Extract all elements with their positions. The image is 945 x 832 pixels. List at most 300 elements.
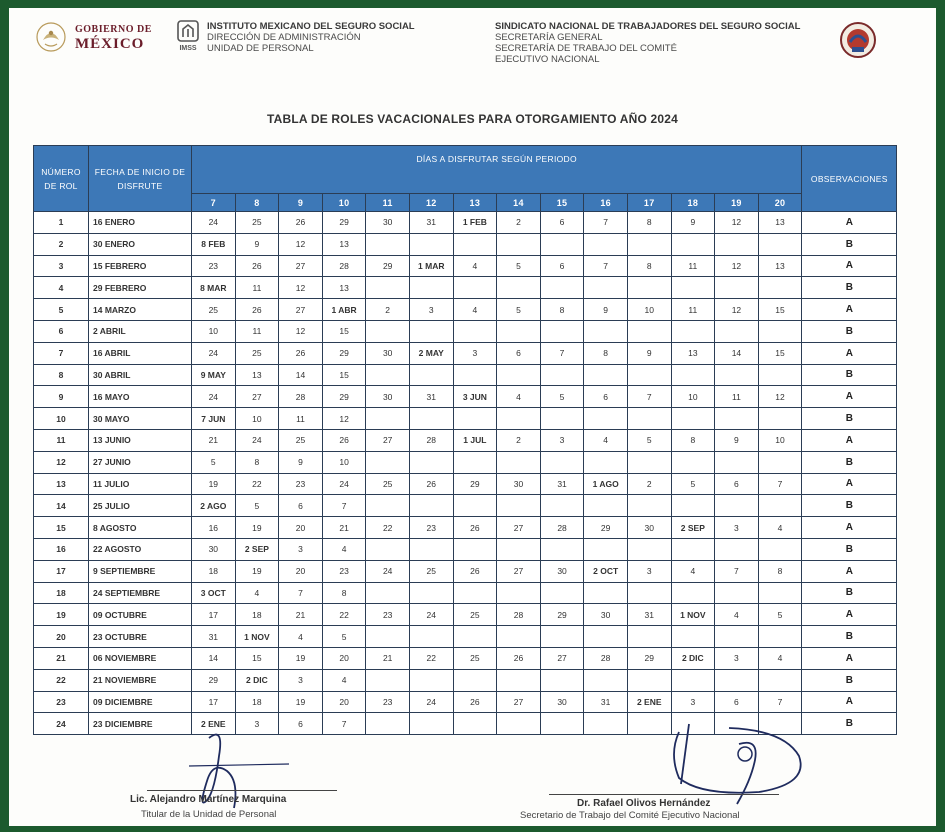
day-cell [540,669,584,691]
observation-cell: B [802,626,897,648]
day-cell [584,626,628,648]
period-header-9: 9 [279,194,323,212]
day-cell: 28 [584,647,628,669]
start-date-cell: 11 JULIO [89,473,192,495]
day-cell [671,495,715,517]
day-cell [715,364,759,386]
day-cell [715,582,759,604]
day-cell: 1 ABR [322,299,366,321]
observation-cell: A [802,691,897,713]
rol-number-cell: 14 [34,495,89,517]
observation-cell: A [802,560,897,582]
day-cell: 6 [540,255,584,277]
day-cell: 25 [235,212,279,234]
day-cell: 11 [235,277,279,299]
day-cell [497,538,541,560]
day-cell: 25 [453,647,497,669]
start-date-cell: 23 OCTUBRE [89,626,192,648]
day-cell: 7 [322,713,366,735]
start-date-cell: 16 ABRIL [89,342,192,364]
day-cell: 30 [540,691,584,713]
table-row [34,212,897,234]
day-cell [366,408,410,430]
day-cell [671,408,715,430]
day-cell: 11 [715,386,759,408]
table-row [34,451,897,473]
day-cell: 18 [235,604,279,626]
rol-number-cell: 19 [34,604,89,626]
day-cell: 6 [584,386,628,408]
day-cell: 24 [192,342,236,364]
day-cell: 7 [627,386,671,408]
day-cell [409,626,453,648]
day-cell: 29 [584,517,628,539]
day-cell: 3 [715,647,759,669]
day-cell: 9 [671,212,715,234]
day-cell: 15 [758,299,802,321]
day-cell: 5 [497,255,541,277]
day-cell: 21 [366,647,410,669]
day-cell: 3 [627,560,671,582]
day-cell: 14 [192,647,236,669]
day-cell: 1 FEB [453,212,497,234]
period-header-19: 19 [715,194,759,212]
day-cell [409,277,453,299]
observation-cell: A [802,386,897,408]
day-cell: 3 [715,517,759,539]
day-cell [584,364,628,386]
day-cell: 24 [322,473,366,495]
observation-cell: A [802,647,897,669]
day-cell: 5 [497,299,541,321]
day-cell: 15 [322,320,366,342]
day-cell [671,320,715,342]
day-cell: 27 [235,386,279,408]
day-cell: 3 [279,538,323,560]
observation-cell: B [802,277,897,299]
day-cell: 29 [322,342,366,364]
day-cell [758,626,802,648]
day-cell [453,582,497,604]
day-cell: 27 [497,517,541,539]
day-cell: 5 [671,473,715,495]
table-row [34,342,897,364]
day-cell [366,582,410,604]
rol-number-cell: 20 [34,626,89,648]
observation-cell: B [802,669,897,691]
day-cell: 7 [715,560,759,582]
day-cell [453,408,497,430]
day-cell: 4 [758,647,802,669]
period-header-12: 12 [409,194,453,212]
day-cell [497,582,541,604]
day-cell [366,669,410,691]
day-cell [627,582,671,604]
day-cell: 26 [235,255,279,277]
gobierno-line2: MÉXICO [75,36,145,52]
day-cell: 2 [627,473,671,495]
day-cell: 6 [497,342,541,364]
day-cell [758,408,802,430]
day-cell: 19 [279,691,323,713]
day-cell: 26 [453,691,497,713]
day-cell: 30 [497,473,541,495]
day-cell [715,538,759,560]
day-cell [715,320,759,342]
day-cell [540,408,584,430]
day-cell [715,408,759,430]
day-cell: 30 [366,342,410,364]
day-cell: 17 [192,691,236,713]
day-cell: 12 [279,233,323,255]
start-date-cell: 29 FEBRERO [89,277,192,299]
gobierno-de-mexico-logo-text [75,24,152,53]
day-cell [671,582,715,604]
day-cell [715,495,759,517]
day-cell: 8 [627,255,671,277]
day-cell [497,320,541,342]
day-cell [584,277,628,299]
day-cell [497,451,541,473]
day-cell [540,713,584,735]
table-row [34,320,897,342]
day-cell: 23 [409,517,453,539]
day-cell: 14 [715,342,759,364]
document-page [9,8,936,826]
day-cell: 7 [584,212,628,234]
day-cell [366,451,410,473]
observation-cell: A [802,342,897,364]
day-cell [671,451,715,473]
day-cell: 3 [409,299,453,321]
start-date-cell: 30 ABRIL [89,364,192,386]
imss-logo-text: IMSS [179,45,197,52]
start-date-cell: 21 NOVIEMBRE [89,669,192,691]
signatory-left-name: Lic. Alejandro Martínez Marquina [130,794,287,805]
observation-cell: A [802,517,897,539]
day-cell: 3 [671,691,715,713]
day-cell: 16 [192,517,236,539]
day-cell: 12 [715,212,759,234]
day-cell: 24 [192,386,236,408]
day-cell: 7 [279,582,323,604]
day-cell: 6 [715,691,759,713]
day-cell: 21 [322,517,366,539]
day-cell: 4 [453,299,497,321]
day-cell [497,713,541,735]
rol-number-cell: 8 [34,364,89,386]
day-cell: 2 [366,299,410,321]
day-cell [409,408,453,430]
day-cell: 20 [279,517,323,539]
day-cell [584,451,628,473]
day-cell: 4 [235,582,279,604]
day-cell: 15 [758,342,802,364]
day-cell [409,713,453,735]
day-cell [671,233,715,255]
day-cell: 12 [758,386,802,408]
day-cell [715,451,759,473]
signature-line-left [147,790,337,791]
day-cell: 26 [279,212,323,234]
day-cell: 4 [671,560,715,582]
day-cell: 26 [322,429,366,451]
table-row [34,517,897,539]
day-cell: 26 [279,342,323,364]
rol-number-cell: 10 [34,408,89,430]
day-cell: 31 [540,473,584,495]
day-cell: 1 NOV [235,626,279,648]
day-cell: 31 [409,386,453,408]
observation-cell: B [802,713,897,735]
day-cell: 2 AGO [192,495,236,517]
day-cell: 19 [235,517,279,539]
day-cell [366,626,410,648]
observation-cell: B [802,582,897,604]
start-date-cell: 14 MARZO [89,299,192,321]
day-cell [627,495,671,517]
day-cell [409,451,453,473]
day-cell: 1 JUL [453,429,497,451]
day-cell: 14 [279,364,323,386]
day-cell: 26 [497,647,541,669]
day-cell [584,582,628,604]
day-cell: 26 [235,299,279,321]
day-cell: 2 [497,212,541,234]
day-cell [540,277,584,299]
day-cell: 30 [366,386,410,408]
day-cell: 2 [497,429,541,451]
day-cell: 10 [192,320,236,342]
day-cell [497,408,541,430]
day-cell: 8 [540,299,584,321]
day-cell: 17 [192,604,236,626]
day-cell [627,669,671,691]
day-cell: 3 [540,429,584,451]
start-date-cell: 16 ENERO [89,212,192,234]
day-cell [584,669,628,691]
rol-number-cell: 18 [34,582,89,604]
vacation-roles-table [33,145,897,735]
day-cell: 19 [235,560,279,582]
rol-number-cell: 15 [34,517,89,539]
day-cell [366,364,410,386]
day-cell [366,277,410,299]
day-cell [671,626,715,648]
rol-number-cell: 21 [34,647,89,669]
day-cell: 2 SEP [235,538,279,560]
day-cell: 11 [279,408,323,430]
day-cell: 10 [627,299,671,321]
period-header-7: 7 [192,194,236,212]
day-cell: 8 FEB [192,233,236,255]
day-cell: 9 MAY [192,364,236,386]
day-cell [758,582,802,604]
day-cell [758,669,802,691]
sntss-line1: SINDICATO NACIONAL DE TRABAJADORES DEL SEGURO SOCIAL [495,21,801,32]
day-cell: 7 [758,473,802,495]
day-cell: 13 [322,233,366,255]
period-header-18: 18 [671,194,715,212]
sntss-line4: EJECUTIVO NACIONAL [495,54,600,65]
day-cell: 29 [453,473,497,495]
day-cell: 29 [322,212,366,234]
day-cell: 5 [192,451,236,473]
rol-number-cell: 3 [34,255,89,277]
day-cell: 22 [409,647,453,669]
rol-number-cell: 7 [34,342,89,364]
day-cell: 8 [758,560,802,582]
day-cell: 5 [540,386,584,408]
observation-cell: B [802,451,897,473]
day-cell [453,713,497,735]
day-cell: 1 NOV [671,604,715,626]
day-cell: 8 MAR [192,277,236,299]
day-cell: 10 [322,451,366,473]
day-cell: 31 [409,212,453,234]
day-cell: 2 ENE [627,691,671,713]
day-cell: 5 [235,495,279,517]
table-row [34,647,897,669]
day-cell: 8 [235,451,279,473]
table-row [34,429,897,451]
rol-number-cell: 24 [34,713,89,735]
start-date-cell: 23 DICIEMBRE [89,713,192,735]
day-cell [540,582,584,604]
day-cell: 19 [192,473,236,495]
day-cell [366,538,410,560]
day-cell [715,277,759,299]
document-title: TABLA DE ROLES VACACIONALES PARA OTORGAMIENTO AÑO 2024 [266,112,679,126]
start-date-cell: 15 FEBRERO [89,255,192,277]
observation-cell: B [802,538,897,560]
day-cell: 6 [279,713,323,735]
day-cell: 13 [235,364,279,386]
start-date-cell: 2 ABRIL [89,320,192,342]
gobierno-line1: GOBIERNO DE [75,24,152,35]
day-cell: 2 DIC [235,669,279,691]
day-cell [758,538,802,560]
day-cell: 4 [758,517,802,539]
day-cell: 1 MAR [409,255,453,277]
start-date-cell: 8 AGOSTO [89,517,192,539]
day-cell [671,538,715,560]
table-row [34,386,897,408]
day-cell: 7 [540,342,584,364]
day-cell [671,277,715,299]
day-cell [584,408,628,430]
day-cell [758,277,802,299]
day-cell: 4 [322,669,366,691]
day-cell: 3 OCT [192,582,236,604]
observation-cell: A [802,212,897,234]
rol-number-cell: 11 [34,429,89,451]
signatory-right-title: Secretario de Trabajo del Comité Ejecutivo Nacional [520,810,740,821]
day-cell: 28 [540,517,584,539]
table-row [34,538,897,560]
day-cell: 31 [627,604,671,626]
day-cell: 12 [279,277,323,299]
period-header-16: 16 [584,194,628,212]
day-cell: 28 [279,386,323,408]
period-header-11: 11 [366,194,410,212]
day-cell [453,233,497,255]
day-cell: 25 [192,299,236,321]
day-cell: 8 [584,342,628,364]
day-cell [453,451,497,473]
day-cell [758,495,802,517]
day-cell [758,451,802,473]
day-cell: 29 [322,386,366,408]
day-cell [366,713,410,735]
day-cell: 24 [409,691,453,713]
table-row [34,582,897,604]
observation-cell: B [802,495,897,517]
day-cell: 25 [366,473,410,495]
imss-line2: DIRECCIÓN DE ADMINISTRACIÓN [207,32,361,43]
day-cell: 24 [366,560,410,582]
day-cell: 31 [192,626,236,648]
day-cell: 13 [758,255,802,277]
start-date-cell: 9 SEPTIEMBRE [89,560,192,582]
day-cell: 13 [758,212,802,234]
day-cell: 24 [235,429,279,451]
day-cell: 22 [235,473,279,495]
period-header-15: 15 [540,194,584,212]
signature-right-scribble [609,714,819,810]
day-cell: 26 [453,560,497,582]
day-cell: 30 [540,560,584,582]
day-cell: 10 [235,408,279,430]
day-cell: 4 [322,538,366,560]
table-row [34,560,897,582]
day-cell: 21 [279,604,323,626]
day-cell [627,451,671,473]
day-cell: 22 [366,517,410,539]
day-cell: 27 [279,255,323,277]
period-header-17: 17 [627,194,671,212]
day-cell: 9 [627,342,671,364]
gobierno-eagle-emblem-icon [35,20,67,54]
day-cell: 12 [279,320,323,342]
day-cell: 30 [627,517,671,539]
day-cell: 29 [366,255,410,277]
day-cell: 8 [671,429,715,451]
rol-number-cell: 23 [34,691,89,713]
day-cell [453,277,497,299]
day-cell: 28 [409,429,453,451]
imss-logo-icon [176,20,200,52]
table-row [34,408,897,430]
day-cell: 23 [322,560,366,582]
observation-cell: A [802,429,897,451]
day-cell: 10 [758,429,802,451]
day-cell: 9 [584,299,628,321]
day-cell [627,626,671,648]
imss-header-text [207,21,415,54]
day-cell: 27 [279,299,323,321]
day-cell [453,495,497,517]
column-header-dias-a-disfrutar: DÍAS A DISFRUTAR SEGÚN PERIODO [192,146,802,194]
day-cell: 26 [409,473,453,495]
day-cell: 4 [715,604,759,626]
start-date-cell: 16 MAYO [89,386,192,408]
start-date-cell: 22 AGOSTO [89,538,192,560]
day-cell [497,669,541,691]
day-cell: 30 [192,538,236,560]
day-cell: 30 [584,604,628,626]
observation-cell: A [802,255,897,277]
